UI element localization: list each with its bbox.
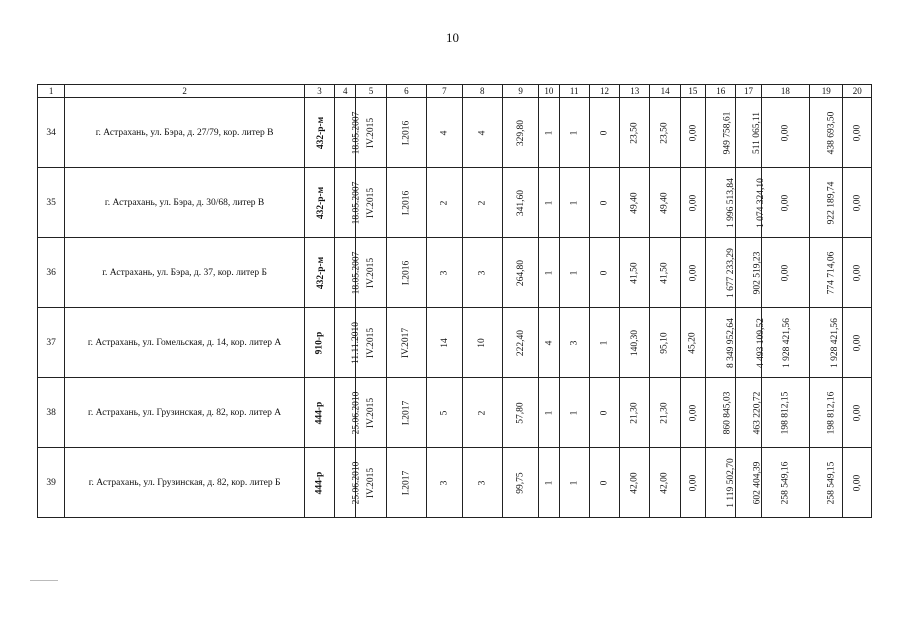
address-cell: г. Астрахань, ул. Грузинская, д. 82, кор. литер Б [65,448,305,518]
cell-col-10 [539,98,559,168]
header-cell-16: 16 [706,85,736,98]
cell-value: 949 758,61 [722,111,733,154]
header-cell-4: 4 [335,85,356,98]
cell-value: 511 065,11 [752,111,763,154]
cell-value: I.2016 [401,190,412,215]
cell-col-3 [304,238,334,308]
cell-col-20 [843,98,872,168]
cell-col-13 [620,168,650,238]
cell-col-19 [810,168,843,238]
cell-col-15 [680,98,705,168]
cell-value: IV.2015 [366,397,377,428]
cell-col-20 [843,238,872,308]
cell-col-18 [761,238,810,308]
cell-value: I.2016 [401,260,412,285]
cell-col-8 [462,168,502,238]
cell-col-13 [620,308,650,378]
cell-col-10 [539,238,559,308]
cell-value: 1 [543,200,554,205]
cell-col-18 [761,378,810,448]
cell-col-4 [335,378,362,448]
cell-col-3 [304,168,334,238]
cell-col-16 [706,378,736,448]
cell-value: 222,40 [515,329,526,356]
cell-value: 258 549,15 [826,461,837,504]
header-cell-3: 3 [304,85,334,98]
cell-col-10 [539,308,559,378]
cell-col-8 [462,308,502,378]
cell-col-19 [810,238,843,308]
cell-value: 0,00 [852,404,863,421]
cell-value: 18.05.2007 [351,251,362,294]
cell-col-18 [761,448,810,518]
cell-value: 910-р [314,331,325,354]
cell-col-8 [462,238,502,308]
cell-col-17 [736,378,761,448]
cell-value: 329,80 [515,119,526,146]
cell-value: 1 119 502,70 [725,457,736,508]
cell-col-15 [680,378,705,448]
row-number-cell: 36 [38,238,65,308]
cell-value: I.2017 [401,400,412,425]
cell-col-11 [559,238,589,308]
cell-value: 1 [569,270,580,275]
header-cell-18: 18 [761,85,810,98]
header-cell-2: 2 [65,85,305,98]
cell-value: 0,00 [687,124,698,141]
cell-value: 0,00 [852,474,863,491]
cell-value: 8 349 952,64 [725,317,736,368]
row-number-cell: 34 [38,98,65,168]
cell-value: IV.2017 [401,327,412,358]
cell-col-19 [810,98,843,168]
cell-col-14 [650,378,680,448]
cell-value: 432-р-м [316,186,327,219]
header-cell-12: 12 [589,85,619,98]
row-number-cell: 37 [38,308,65,378]
cell-col-11 [559,168,589,238]
cell-value: 1 [569,410,580,415]
cell-col-11 [559,308,589,378]
cell-col-20 [843,308,872,378]
cell-value: 23,50 [629,121,640,144]
cell-col-19 [810,448,843,518]
cell-value: 2 [477,200,488,205]
cell-value: 4 [477,130,488,135]
cell-col-12 [589,168,619,238]
cell-value: 432-р-м [316,256,327,289]
cell-col-14 [650,448,680,518]
cell-value: 140,30 [629,329,640,356]
cell-value: 0 [599,480,610,485]
cell-value: 25.06.2010 [351,461,362,504]
scan-artifact [30,580,58,581]
cell-value: 5 [439,410,450,415]
cell-value: 198 812,15 [780,391,791,434]
cell-value: 444-р [314,401,325,424]
cell-value: 1 [543,130,554,135]
cell-value: 1 [543,480,554,485]
cell-col-13 [620,448,650,518]
cell-col-12 [589,308,619,378]
cell-col-3 [304,308,334,378]
cell-col-19 [810,378,843,448]
cell-value: 602 404,39 [752,461,763,504]
cell-col-11 [559,448,589,518]
cell-col-18 [761,308,810,378]
cell-col-9 [502,448,538,518]
cell-col-16 [706,168,736,238]
cell-col-6 [386,308,426,378]
header-cell-6: 6 [386,85,426,98]
header-cell-14: 14 [650,85,680,98]
cell-col-19 [810,308,843,378]
cell-col-8 [462,448,502,518]
cell-value: 2 [439,200,450,205]
cell-col-16 [706,308,736,378]
cell-col-18 [761,98,810,168]
cell-value: 99,75 [515,471,526,494]
header-cell-8: 8 [462,85,502,98]
cell-col-11 [559,378,589,448]
cell-col-9 [502,308,538,378]
cell-value: 1 074 324,10 [756,177,767,228]
cell-col-7 [427,448,462,518]
cell-value: 18.05.2007 [351,181,362,224]
cell-col-9 [502,378,538,448]
cell-value: 3 [477,480,488,485]
cell-value: 264,80 [515,259,526,286]
cell-value: IV.2015 [366,327,377,358]
row-number-cell: 39 [38,448,65,518]
cell-value: 95,10 [660,331,671,354]
cell-value: 198 812,16 [826,391,837,434]
cell-col-17 [736,98,761,168]
cell-value: 2 [477,410,488,415]
header-cell-7: 7 [427,85,462,98]
header-cell-17: 17 [736,85,761,98]
cell-value: IV.2015 [366,467,377,498]
header-cell-11: 11 [559,85,589,98]
header-cell-5: 5 [356,85,386,98]
cell-col-16 [706,448,736,518]
cell-col-7 [427,168,462,238]
cell-col-17 [736,308,767,378]
cell-value: 1 996 513,84 [725,177,736,228]
cell-col-14 [650,238,680,308]
cell-col-20 [843,168,872,238]
cell-col-10 [539,168,559,238]
cell-value: 11.11.2010 [351,321,362,364]
cell-value: 42,00 [660,471,671,494]
cell-value: 0 [599,270,610,275]
row-number-cell: 38 [38,378,65,448]
cell-value: 1 928 421,56 [830,317,841,368]
cell-col-15 [680,448,705,518]
cell-col-14 [650,168,680,238]
cell-value: 49,40 [660,191,671,214]
cell-value: 0,00 [687,474,698,491]
cell-col-7 [427,308,462,378]
table-row [38,378,872,448]
cell-value: 14 [439,337,450,348]
cell-value: 1 [569,200,580,205]
cell-col-9 [502,238,538,308]
cell-value: 0,00 [687,264,698,281]
cell-col-8 [462,378,502,448]
cell-value: 57,80 [515,401,526,424]
cell-value: 1 928 421,56 [781,317,792,368]
cell-col-20 [843,448,872,518]
cell-value: 1 [569,480,580,485]
table-row [38,98,872,168]
cell-col-14 [650,308,680,378]
cell-value: 1 [543,410,554,415]
table-row [38,448,872,518]
header-cell-10: 10 [539,85,559,98]
cell-col-9 [502,98,538,168]
cell-col-7 [427,238,462,308]
cell-col-10 [539,378,559,448]
address-cell: г. Астрахань, ул. Бэра, д. 30/68, литер В [65,168,305,238]
cell-value: I.2016 [401,120,412,145]
cell-col-6 [386,448,426,518]
cell-value: 1 677 233,29 [725,247,736,298]
cell-value: 4 [543,340,554,345]
cell-value: 4 [439,130,450,135]
cell-col-12 [589,238,619,308]
address-cell: г. Астрахань, ул. Грузинская, д. 82, кор. литер А [65,378,305,448]
cell-value: 463 220,72 [752,391,763,434]
cell-col-8 [462,98,502,168]
cell-value: 18.05.2007 [351,111,362,154]
cell-value: 0,00 [687,404,698,421]
cell-value: 1 [543,270,554,275]
cell-value: 3 [569,340,580,345]
cell-value: 0,00 [780,194,791,211]
header-row [38,85,872,98]
cell-col-7 [427,378,462,448]
address-cell: г. Астрахань, ул. Гомельская, д. 14, кор. литер А [65,308,305,378]
cell-col-15 [680,238,705,308]
data-table [37,84,872,518]
cell-value: 0 [599,130,610,135]
cell-value: 0,00 [687,194,698,211]
cell-value: 3 [439,480,450,485]
header-cell-13: 13 [620,85,650,98]
cell-value: I.2017 [401,470,412,495]
cell-col-20 [843,378,872,448]
table-row [38,168,872,238]
address-cell: г. Астрахань, ул. Бэра, д. 27/79, кор. литер В [65,98,305,168]
cell-value: IV.2015 [366,257,377,288]
cell-col-15 [680,308,705,378]
cell-value: 860 845,03 [722,391,733,434]
cell-col-4 [335,308,362,378]
cell-value: 49,40 [629,191,640,214]
row-number-cell: 35 [38,168,65,238]
cell-col-11 [559,98,589,168]
cell-value: 1 [599,340,610,345]
table-row [38,308,872,378]
page-number: 10 [446,30,459,45]
cell-col-6 [386,378,426,448]
cell-value: 258 549,16 [780,461,791,504]
cell-value: 1 [569,130,580,135]
cell-col-3 [304,98,334,168]
cell-value: 21,30 [660,401,671,424]
header-cell-1: 1 [38,85,65,98]
cell-value: 341,60 [515,189,526,216]
cell-value: 4 493 109,52 [756,317,767,368]
cell-value: 10 [477,337,488,348]
cell-value: 45,20 [687,331,698,354]
cell-value: 3 [439,270,450,275]
cell-col-13 [620,98,650,168]
cell-col-12 [589,378,619,448]
cell-col-12 [589,448,619,518]
cell-value: 902 519,23 [752,251,763,294]
cell-col-17 [736,448,761,518]
cell-value: 0 [599,410,610,415]
cell-value: 432-р-м [316,116,327,149]
cell-value: 0,00 [852,194,863,211]
cell-col-4 [335,98,362,168]
address-cell: г. Астрахань, ул. Бэра, д. 37, кор. литер Б [65,238,305,308]
cell-value: 0,00 [852,124,863,141]
cell-value: 21,30 [629,401,640,424]
cell-col-3 [304,448,334,518]
cell-value: 0 [599,200,610,205]
cell-col-4 [335,168,362,238]
cell-col-16 [706,98,736,168]
cell-col-3 [304,378,334,448]
header-cell-19: 19 [810,85,843,98]
cell-col-6 [386,238,426,308]
cell-value: 23,50 [660,121,671,144]
cell-col-17 [736,168,767,238]
cell-value: 3 [477,270,488,275]
cell-col-13 [620,238,650,308]
cell-value: 922 189,74 [826,181,837,224]
cell-value: 438 693,50 [826,111,837,154]
cell-value: 25.06.2010 [351,391,362,434]
header-cell-9: 9 [502,85,538,98]
cell-value: 0,00 [780,124,791,141]
cell-col-9 [502,168,538,238]
cell-col-16 [706,238,736,308]
cell-value: 42,00 [629,471,640,494]
cell-value: 0,00 [780,264,791,281]
cell-value: IV.2015 [366,117,377,148]
cell-col-15 [680,168,705,238]
cell-col-4 [335,448,362,518]
cell-col-18 [761,168,810,238]
cell-col-7 [427,98,462,168]
cell-col-6 [386,98,426,168]
cell-col-17 [736,238,761,308]
header-cell-20: 20 [843,85,872,98]
cell-value: 0,00 [852,334,863,351]
cell-col-12 [589,98,619,168]
cell-col-10 [539,448,559,518]
cell-col-4 [335,238,362,308]
cell-col-14 [650,98,680,168]
cell-col-6 [386,168,426,238]
cell-value: IV.2015 [366,187,377,218]
cell-value: 774 714,06 [826,251,837,294]
header-cell-15: 15 [680,85,705,98]
table-row [38,238,872,308]
cell-value: 41,50 [660,261,671,284]
cell-col-13 [620,378,650,448]
cell-value: 0,00 [852,264,863,281]
cell-value: 41,50 [629,261,640,284]
cell-value: 444-р [314,471,325,494]
